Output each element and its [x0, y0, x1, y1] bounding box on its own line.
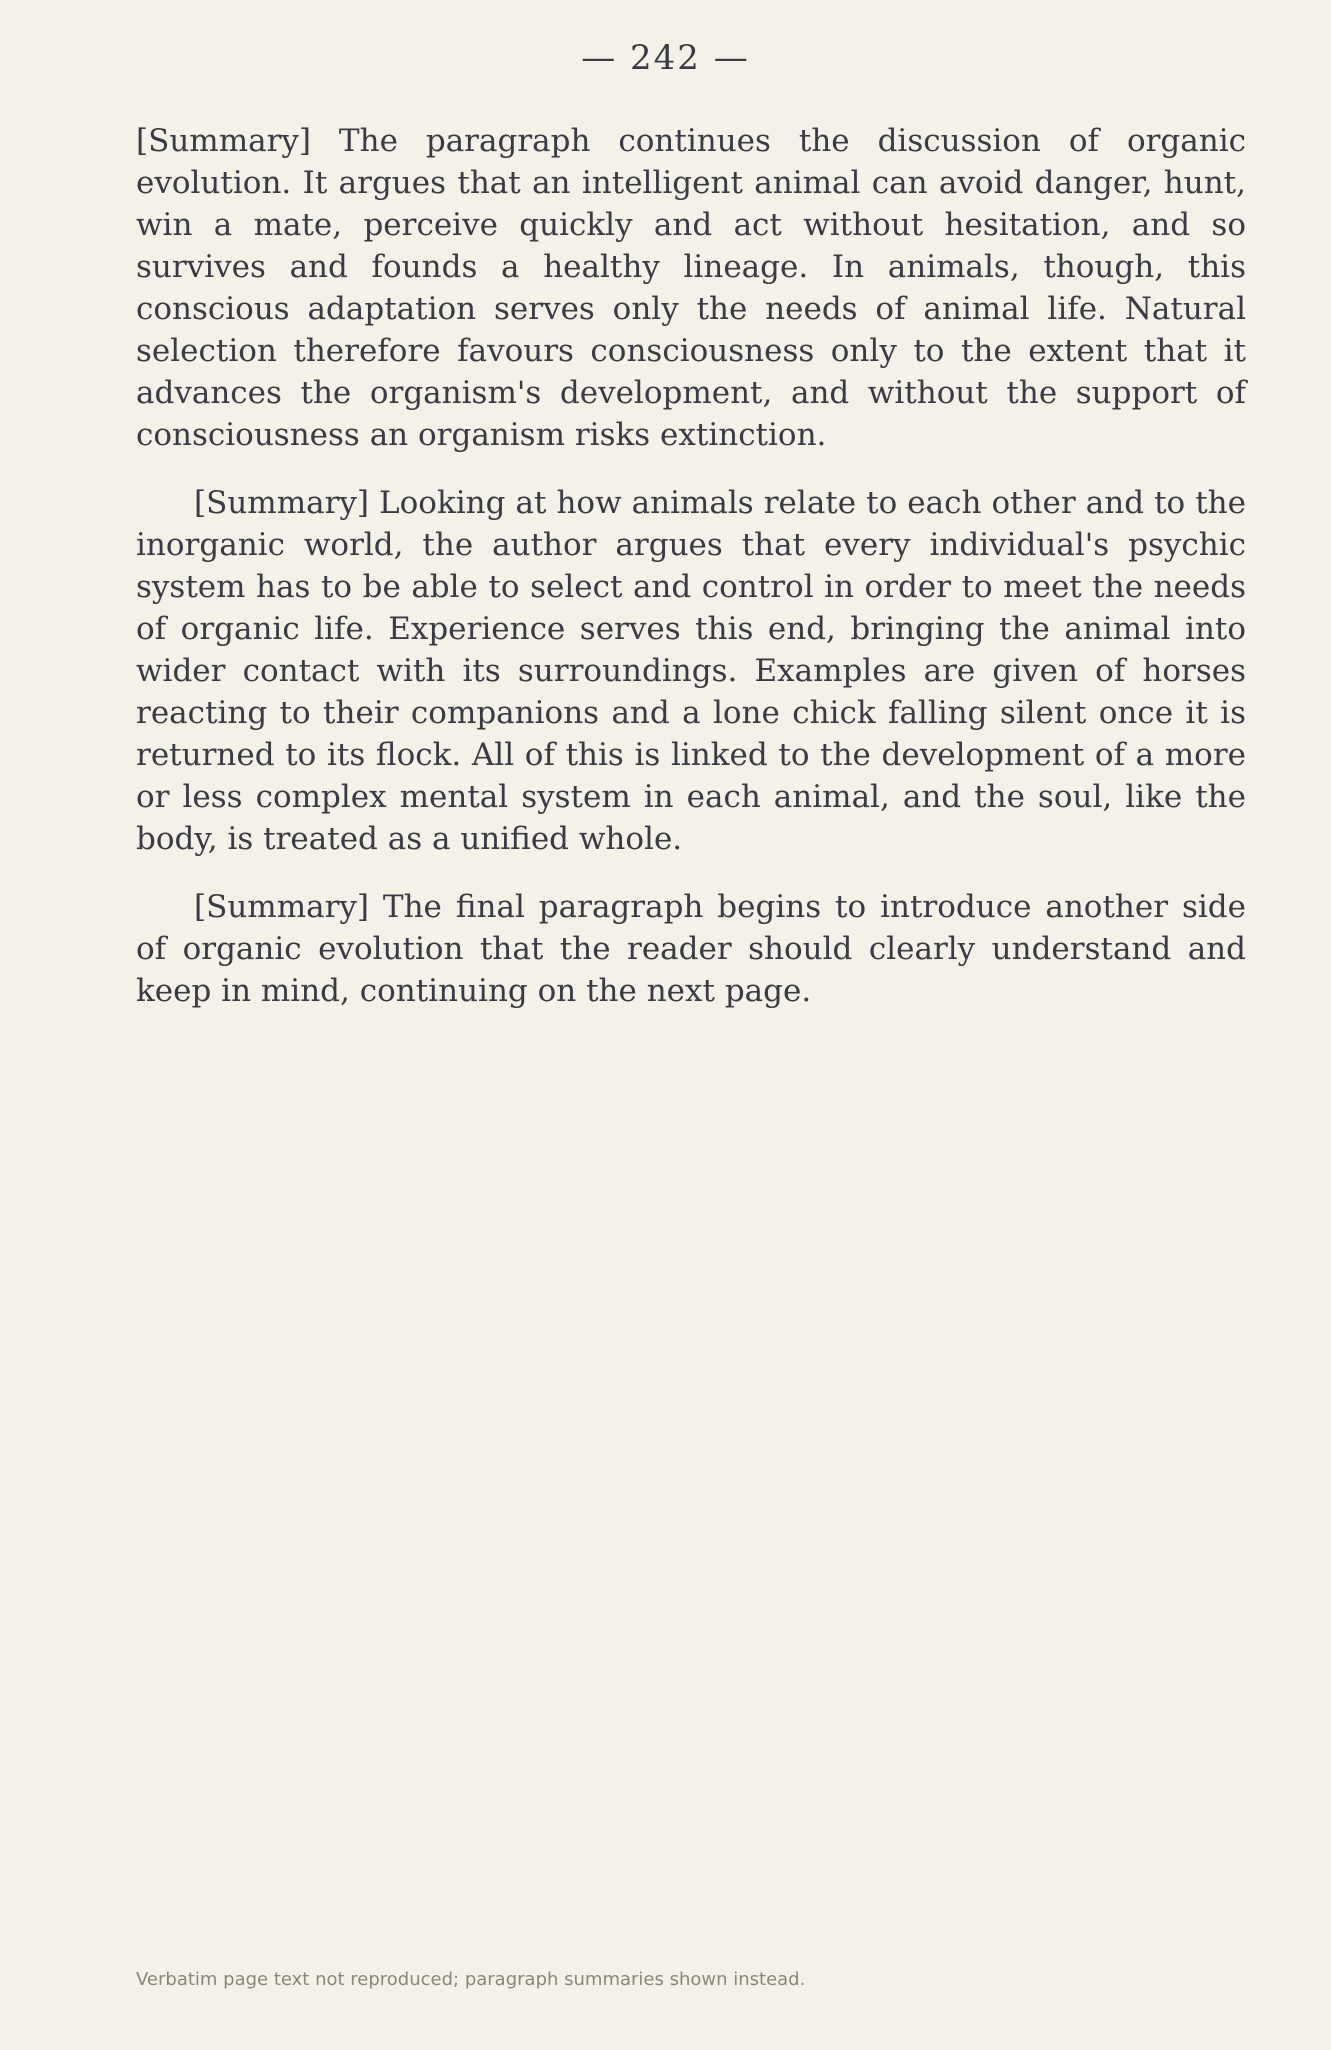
page-body — [136, 120, 1246, 1038]
paragraph-2-summary: [Summary] Looking at how animals relate to each other and to the inorganic world, the author argues that every individual's psychic system has to be able to select and control in order to meet the needs of organic life. Experience serves this end, bringing the animal into wider contact with its surroundings. Examples are given of horses reacting to their companions and a lone chick falling silent once it is returned to its flock. All of this is linked to the development of a more or less complex mental system in each animal, and the soul, like the body, is treated as a unified whole. — [136, 485, 1246, 857]
paragraph-3-summary: [Summary] The final paragraph begins to introduce another side of organic evolution that the reader should clearly understand and keep in mind, continuing on the next page. — [136, 889, 1246, 1009]
reproduction-note: Verbatim page text not reproduced; paragraph summaries shown instead. — [136, 1969, 806, 1990]
paragraph-1-summary: [Summary] The paragraph continues the discussion of organic evolution. It argues that an intelligent animal can avoid danger, hunt, win a mate, perceive quickly and act without hesitation, and so survives and founds a healthy lineage. In animals, though, this conscious adaptation serves only the needs of animal life. Natural selection therefore favours consciousness only to the extent that it advances the organism's development, and without the support of consciousness an organism risks extinction. — [136, 123, 1246, 453]
page-number: — 242 — — [581, 38, 750, 78]
